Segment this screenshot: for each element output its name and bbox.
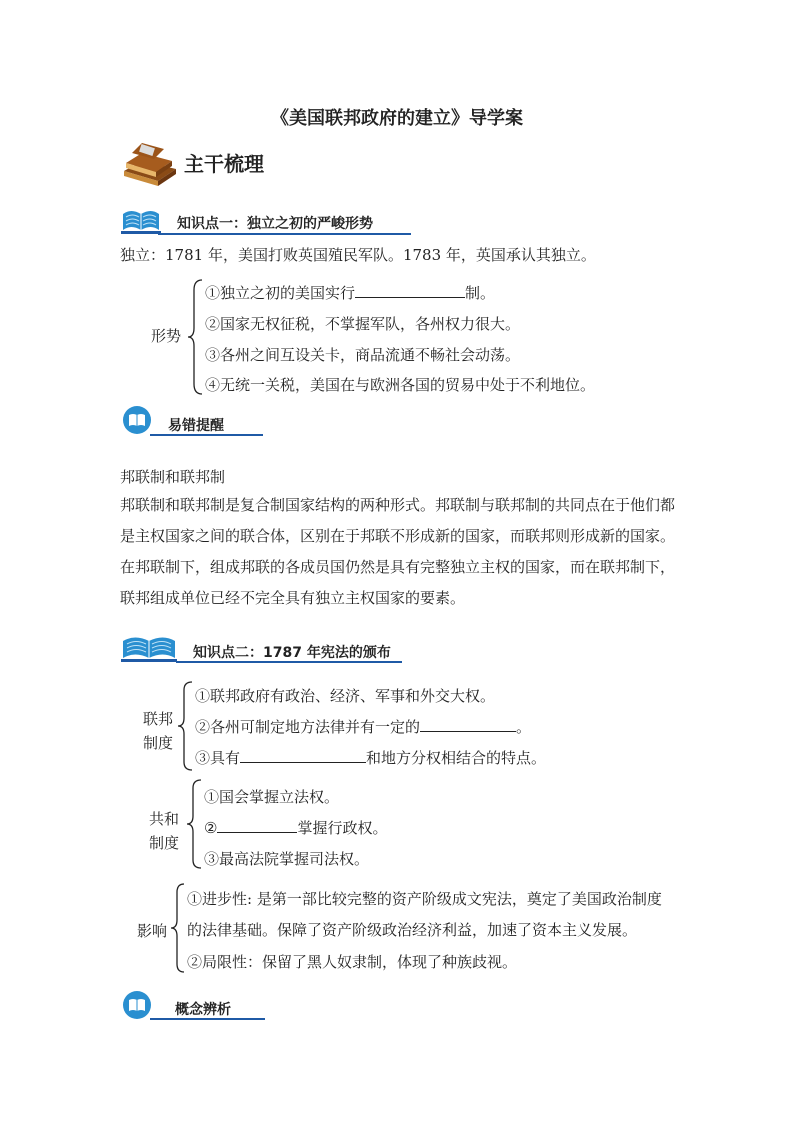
federal-item-2: ②各州可制定地方法律并有一定的 。: [195, 718, 532, 736]
kp2-underline: [176, 661, 402, 663]
federal-label: 联邦 制度: [142, 710, 173, 752]
situation-brace: [186, 278, 204, 396]
republic-item-2: ② 掌握行政权。: [204, 819, 388, 837]
republic-item-1: ①国会掌握立法权。: [204, 788, 340, 806]
republic-brace: [185, 778, 203, 870]
situation-label: 形势: [150, 327, 181, 345]
federal-item-3: ③具有 和地方分权相结合的特点。: [195, 749, 547, 767]
book-badge-icon: [122, 990, 152, 1020]
situation-item-3: ③各州之间互设关卡，商品流通不畅社会动荡。: [205, 346, 521, 364]
tip-subtitle: 邦联制和联邦制: [120, 468, 226, 486]
influence-line-1: ①进步性: 是第一部比较完整的资产阶级成文宪法，奠定了美国政治制度: [187, 890, 662, 908]
republic-label: 共和 制度: [148, 810, 179, 852]
concept-underline: [150, 1018, 265, 1020]
independence-text: 独立：1781 年，美国打败英国殖民军队。1783 年，英国承认其独立。: [120, 246, 596, 264]
situation-item-1: ①独立之初的美国实行 制。: [205, 284, 496, 302]
kp2-title: 知识点二：1787 年宪法的颁布: [193, 645, 391, 661]
tip-paragraph: 邦联制和联邦制是复合制国家结构的两种形式。邦联制与联邦制的共同点在于他们都是主权国家之间的联合体，区别在于邦联不形成新的国家，而联邦则形成新的国家。在邦联制下，组成邦联的各成员国仍然是具有完整独立主权的国家，而在联邦制下，联邦组成单位已经不完全具有独立主权国家的要素。: [120, 496, 676, 607]
concept-title: 概念辨析: [175, 1002, 231, 1018]
fill-blank[interactable]: [240, 748, 366, 763]
republic-item-3: ③最高法院掌握司法权。: [204, 850, 370, 868]
federal-item-1: ①联邦政府有政治、经济、军事和外交大权。: [195, 687, 496, 705]
situation-item-4: ④无统一关税，美国在与欧洲各国的贸易中处于不利地位。: [205, 376, 596, 394]
fill-blank[interactable]: [420, 717, 516, 732]
book-badge-icon: [122, 405, 152, 435]
tip-title: 易错提醒: [168, 418, 224, 434]
open-book-icon: [121, 204, 161, 234]
kp1-title: 知识点一：独立之初的严峻形势: [177, 216, 373, 232]
kp1-underline: [158, 233, 411, 235]
federal-brace: [176, 680, 194, 772]
fill-blank[interactable]: [355, 283, 465, 298]
open-book-icon: [121, 631, 177, 663]
influence-label: 影响: [136, 922, 167, 940]
influence-brace: [170, 882, 186, 974]
influence-line-3: ②局限性：保留了黑人奴隶制，体现了种族歧视。: [187, 953, 518, 971]
books-stack-icon: [118, 141, 178, 187]
fill-blank[interactable]: [217, 818, 297, 833]
page-title: 《美国联邦政府的建立》导学案: [271, 108, 523, 129]
situation-item-2: ②国家无权征税，不掌握军队，各州权力很大。: [205, 315, 521, 333]
influence-line-2: 的法律基础。保障了资产阶级政治经济利益，加速了资本主义发展。: [187, 921, 638, 939]
tip-underline: [150, 434, 263, 436]
main-section-title: 主干梳理: [184, 152, 264, 176]
